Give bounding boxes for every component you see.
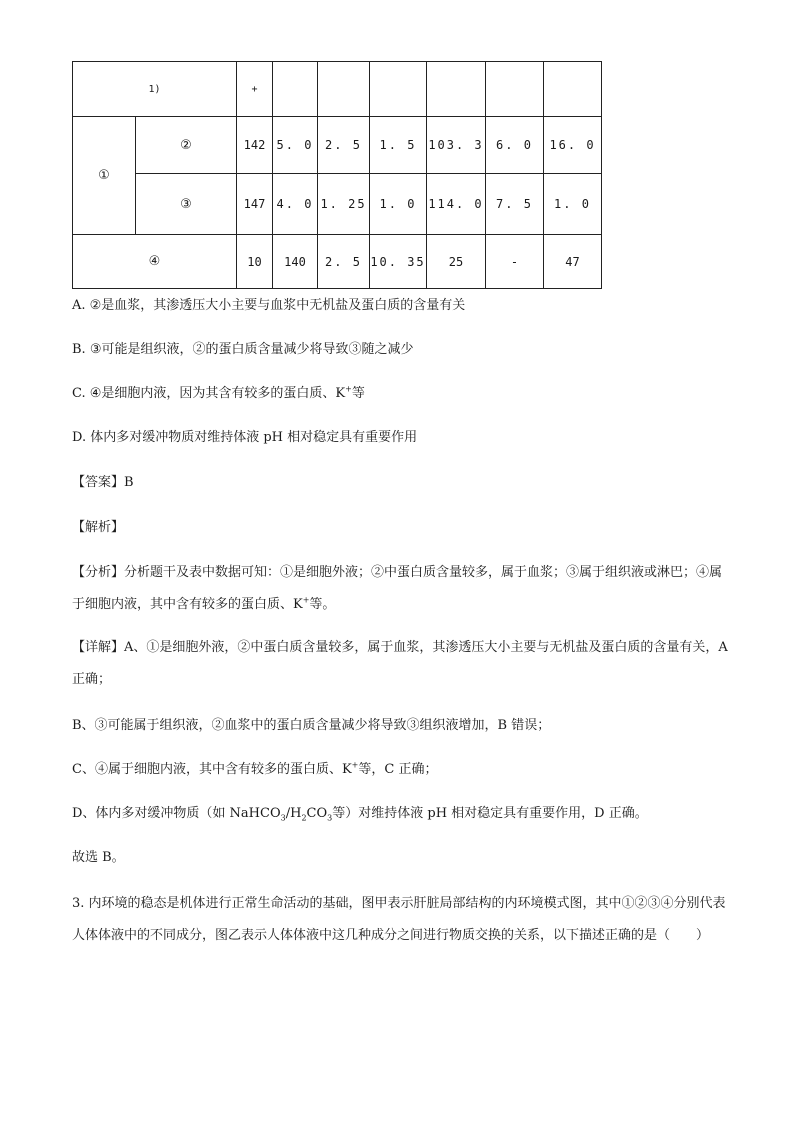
xiangjie-a-text: A、①是细胞外液，②中蛋白质含量较多，属于血浆，其渗透压大小主要与无机盐及蛋白质的含量有关，A 正确； [72, 640, 728, 687]
conclusion: 故选 B。 [72, 850, 125, 865]
xiangjie-paragraph-a [72, 632, 734, 696]
fenxi-paragraph [72, 557, 734, 621]
table-header-label: 1) [73, 62, 237, 117]
xiangjie-c-suffix: 等，C 正确； [358, 762, 438, 777]
answer-line [72, 473, 134, 493]
table-cell: 147 [237, 174, 273, 235]
table-header-row [73, 62, 602, 117]
xiangjie-label: 【详解】 [72, 640, 125, 655]
fenxi-text: 分析题干及表中数据可知：①是细胞外液；②中蛋白质含量较多，属于血浆；③属于组织液或淋巴；④属于细胞内液，其中含有较多的蛋白质、K [72, 565, 723, 612]
answer-value: B [124, 475, 134, 490]
table-cell: 103. 3 [427, 117, 486, 174]
table-cell [486, 62, 544, 117]
option-a: A. ②是血浆，其渗透压大小主要与血浆中无机盐及蛋白质的含量有关 [72, 298, 466, 313]
table-cell: 1. 0 [370, 174, 427, 235]
table-cell [318, 62, 370, 117]
table-cell: 4. 0 [273, 174, 318, 235]
option-d: D. 体内多对缓冲物质对维持体液 pH 相对稳定具有重要作用 [72, 430, 418, 445]
table-cell [273, 62, 318, 117]
table-cell: 16. 0 [544, 117, 602, 174]
xiangjie-c-text: C、④属于细胞内液，其中含有较多的蛋白质、K [72, 762, 352, 777]
xiangjie-b: B、③可能属于组织液，②血浆中的蛋白质含量减少将导致③组织液增加，B 错误； [72, 718, 551, 733]
table-cell: 5. 0 [273, 117, 318, 174]
superscript: + [351, 760, 359, 770]
fenxi-label: 【分析】 [72, 565, 125, 580]
table-cell: 47 [544, 235, 602, 289]
table-row [73, 117, 602, 174]
table-row [73, 174, 602, 235]
table-cell: 7. 5 [486, 174, 544, 235]
table-row-label: ② [136, 117, 237, 174]
table-row [73, 235, 602, 289]
xiangjie-d-suffix: 等）对维持体液 pH 相对稳定具有重要作用，D 正确。 [332, 806, 648, 821]
superscript: + [345, 384, 352, 394]
table-cell: - [486, 235, 544, 289]
subscript: 3 [280, 813, 286, 823]
table-row-label: ③ [136, 174, 237, 235]
table-cell: 1. 5 [370, 117, 427, 174]
xiangjie-d [72, 804, 648, 824]
subscript: 2 [301, 813, 307, 823]
superscript: + [302, 595, 310, 605]
table-group-label: ① [73, 117, 136, 235]
table-cell: 1. 25 [318, 174, 370, 235]
table-cell: 2. 5 [318, 235, 370, 289]
xiangjie-d-text: D、体内多对缓冲物质（如 NaHCO [72, 806, 281, 821]
data-table [72, 61, 602, 289]
table-cell [544, 62, 602, 117]
table-cell [370, 62, 427, 117]
subscript: 3 [327, 813, 333, 823]
formula-part: CO [306, 806, 328, 821]
table-cell: 10 [237, 235, 273, 289]
formula-part: /H [285, 806, 302, 821]
option-c [72, 384, 365, 404]
table-header-plus: + [237, 62, 273, 117]
table-cell: 2. 5 [318, 117, 370, 174]
table-row-label: ④ [73, 235, 237, 289]
xiangjie-c [72, 760, 437, 780]
table-cell: 140 [273, 235, 318, 289]
option-c-suffix: 等 [351, 386, 365, 401]
table-cell [427, 62, 486, 117]
table-cell: 10. 35 [370, 235, 427, 289]
table-cell: 25 [427, 235, 486, 289]
table-cell: 142 [237, 117, 273, 174]
analysis-title: 【解析】 [72, 520, 125, 535]
option-b: B. ③可能是组织液，②的蛋白质含量减少将导致③随之减少 [72, 342, 414, 357]
answer-label: 【答案】 [72, 475, 125, 490]
table-cell: 114. 0 [427, 174, 486, 235]
fenxi-suffix: 等。 [309, 597, 336, 612]
table-cell: 6. 0 [486, 117, 544, 174]
question-3: 3. 内环境的稳态是机体进行正常生命活动的基础，图甲表示肝脏局部结构的内环境模式图，其中①②③④分别代表人体体液中的不同成分，图乙表示人体体液中这几种成分之间进行物质交换的关系，以下描述正确的是（ ） [72, 896, 726, 943]
option-c-text: C. ④是细胞内液，因为其含有较多的蛋白质、K [72, 386, 346, 401]
table-cell: 1. 0 [544, 174, 602, 235]
